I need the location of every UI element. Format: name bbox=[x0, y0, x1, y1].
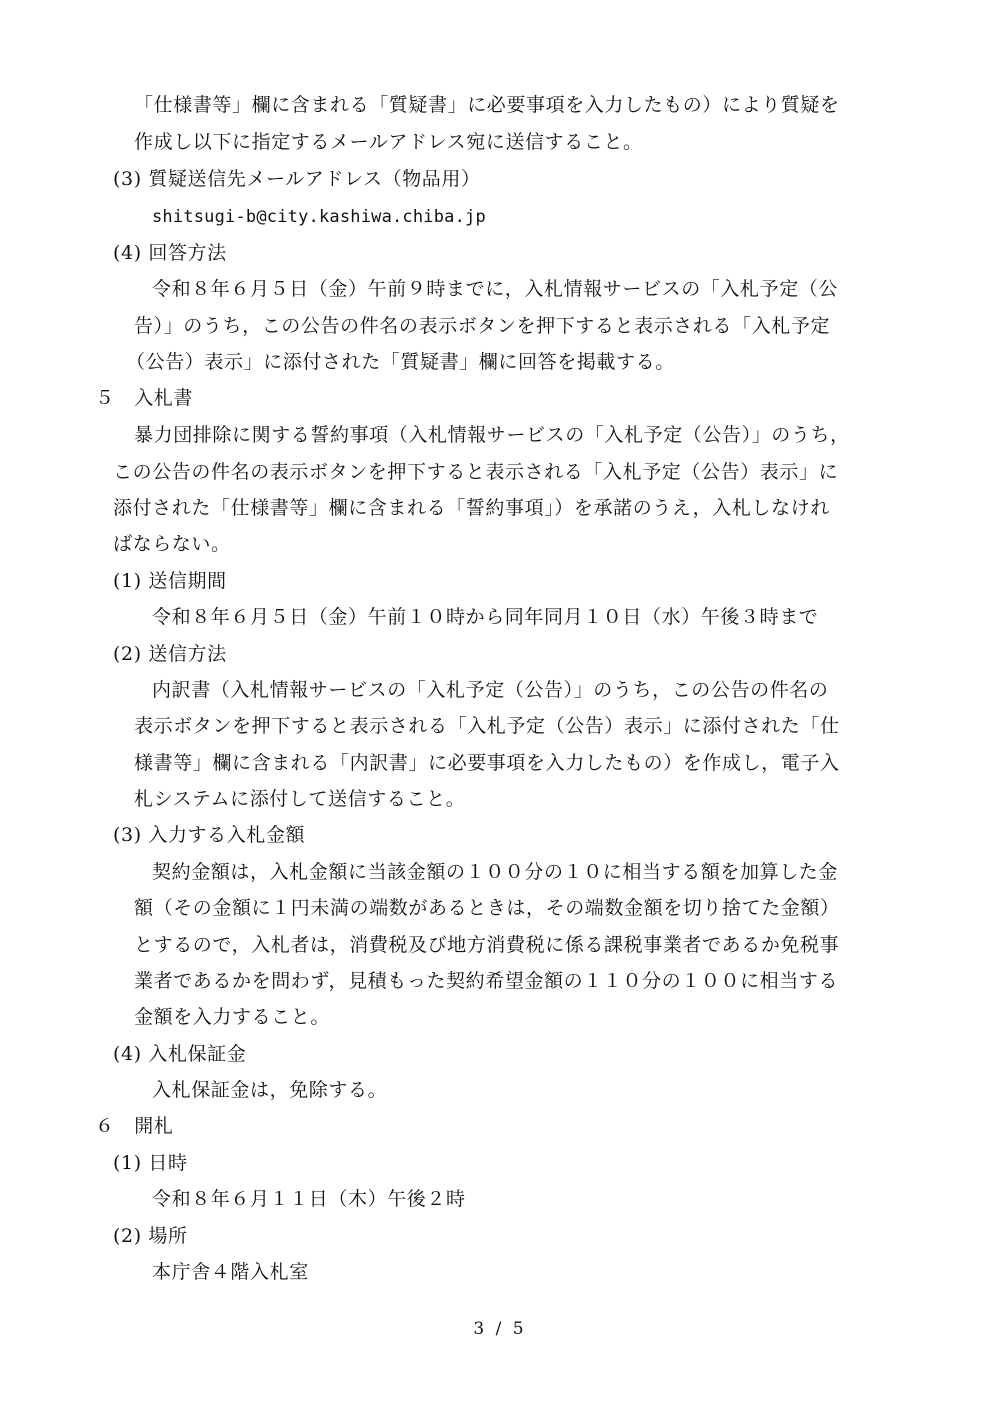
paragraph-line: 暴力団排除に関する誓約事項（入札情報サービスの「入札予定（公告）」のうち， bbox=[134, 424, 850, 446]
subsection-heading: (3) 入力する入札金額 bbox=[113, 824, 306, 846]
subsection-heading: (2) 場所 bbox=[113, 1225, 188, 1247]
paragraph-line: 入札保証金は，免除する。 bbox=[152, 1079, 388, 1101]
paragraph-line: 業者であるかを問わず，見積もった契約希望金額の１１０分の１００に相当する bbox=[134, 970, 839, 992]
paragraph-line: 表示ボタンを押下すると表示される「入札予定（公告）表示」に添付された「仕 bbox=[134, 715, 840, 737]
paragraph-line: とするので，入札者は，消費税及び地方消費税に係る課税事業者であるか免税事 bbox=[134, 934, 840, 956]
paragraph-line: 額（その金額に１円未満の端数があるときは，その端数金額を切り捨てた金額） bbox=[134, 897, 840, 919]
section-heading: ６ 開札 bbox=[95, 1115, 174, 1137]
subsection-heading: (1) 送信期間 bbox=[113, 570, 227, 592]
paragraph-line: 様書等」欄に含まれる「内訳書」に必要事項を入力したもの）を作成し，電子入 bbox=[134, 752, 840, 774]
paragraph-line: 作成し以下に指定するメールアドレス宛に送信すること。 bbox=[134, 131, 643, 153]
subsection-heading: (3) 質疑送信先メールアドレス（物品用） bbox=[113, 168, 481, 190]
paragraph-line: 令和８年６月５日（金）午前１０時から同年同月１０日（水）午後３時まで bbox=[152, 606, 819, 628]
paragraph-line: 本庁舎４階入札室 bbox=[152, 1261, 309, 1283]
paragraph-line: 金額を入力すること。 bbox=[134, 1006, 331, 1028]
paragraph-line: 内訳書（入札情報サービスの「入札予定（公告）」のうち，この公告の件名の bbox=[152, 679, 829, 701]
page-number: 3 / 5 bbox=[473, 1319, 527, 1339]
paragraph-line: 令和８年６月５日（金）午前９時までに，入札情報サービスの「入札予定（公 bbox=[152, 278, 839, 300]
section-heading: ５ 入札書 bbox=[95, 387, 194, 409]
subsection-heading: (4) 入札保証金 bbox=[113, 1043, 247, 1065]
paragraph-line: この公告の件名の表示ボタンを押下すると表示される「入札予定（公告）表示」に bbox=[113, 461, 839, 483]
paragraph-line: （公告）表示」に添付された「質疑書」欄に回答を掲載する。 bbox=[126, 351, 675, 373]
paragraph-line: 札システムに添付して送信すること。 bbox=[134, 788, 466, 810]
paragraph-line: 「仕様書等」欄に含まれる「質疑書」に必要事項を入力したもの）により質疑を bbox=[134, 94, 840, 116]
email-address: shitsugi-b@city.kashiwa.chiba.jp bbox=[152, 207, 486, 227]
subsection-heading: (2) 送信方法 bbox=[113, 643, 227, 665]
paragraph-line: 告）」のうち，この公告の件名の表示ボタンを押下すると表示される「入札予定 bbox=[134, 315, 831, 337]
paragraph-line: 契約金額は，入札金額に当該金額の１００分の１０に相当する額を加算した金 bbox=[152, 861, 839, 883]
paragraph-line: 添付された「仕様書等」欄に含まれる「誓約事項」）を承諾のうえ，入札しなけれ bbox=[113, 497, 830, 519]
paragraph-line: 令和８年６月１１日（木）午後２時 bbox=[152, 1188, 466, 1210]
subsection-heading: (4) 回答方法 bbox=[113, 242, 227, 264]
subsection-heading: (1) 日時 bbox=[113, 1152, 188, 1174]
paragraph-line: ばならない。 bbox=[113, 533, 231, 555]
